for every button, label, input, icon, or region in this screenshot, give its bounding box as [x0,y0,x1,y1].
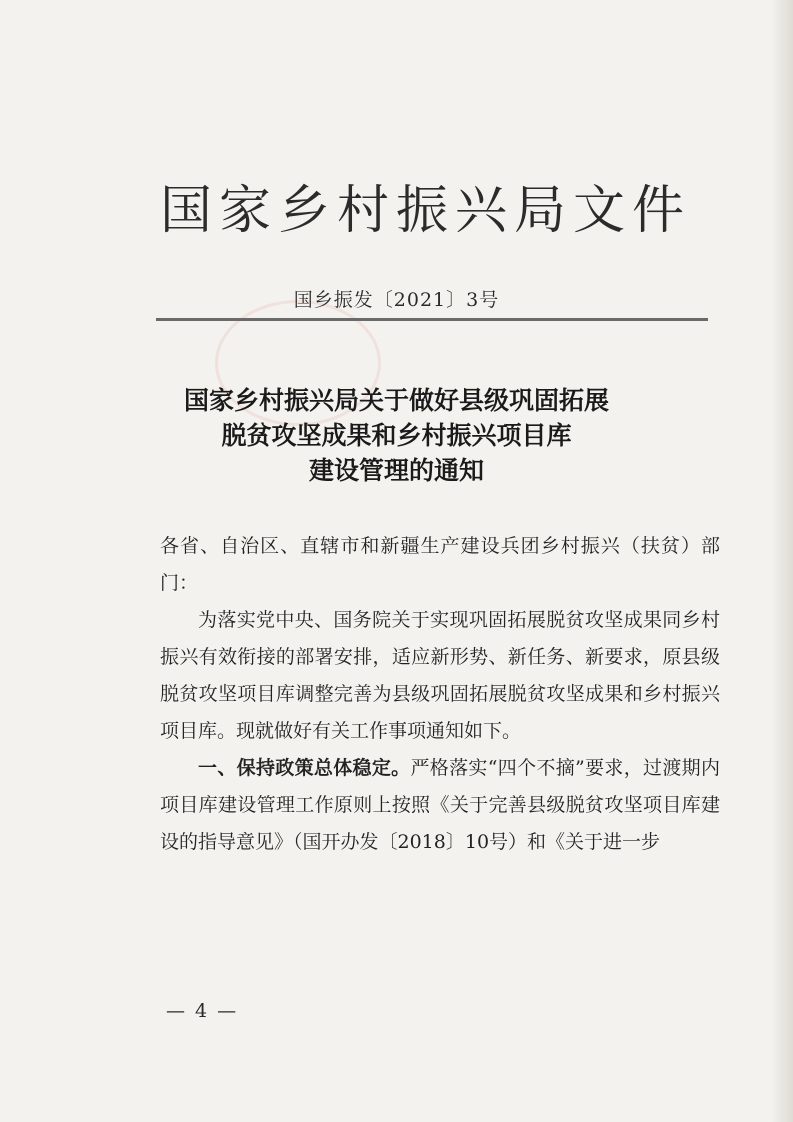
agency-title: 国家乡村振兴局文件 [160,181,692,241]
notice-title-line-3: 建设管理的通知 [308,456,484,485]
notice-body [160,528,720,861]
page-edge-shadow [771,0,793,1122]
section-1-text: 严格落实“四个不摘”要求，过渡期内项目库建设管理工作原则上按照《关于完善县级脱贫攻坚项目库建设的指导意见》（国开办发〔2018〕10号）和《关于进一步 [160,757,720,853]
section-1-heading: 一、保持政策总体稳定。 [198,757,411,779]
notice-title-line-2: 脱贫攻坚成果和乡村振兴项目库 [221,421,572,450]
addressee: 各省、自治区、直辖市和新疆生产建设兵团乡村振兴（扶贫）部门： [160,535,720,594]
section-1 [160,750,720,861]
notice-title [0,383,793,488]
page-number: — 4 — [166,1000,239,1022]
notice-title-line-1: 国家乡村振兴局关于做好县级巩固拓展 [183,386,609,415]
header-divider [156,318,708,321]
document-number: 国乡振发〔2021〕3号 [293,289,500,311]
paragraph-intro: 为落实党中央、国务院关于实现巩固拓展脱贫攻坚成果同乡村振兴有效衔接的部署安排，适应新形势、新任务、新要求，原县级脱贫攻坚项目库调整完善为县级巩固拓展脱贫攻坚成果和乡村振兴项目库。现就做好有关工作事项通知如下。 [160,609,720,742]
